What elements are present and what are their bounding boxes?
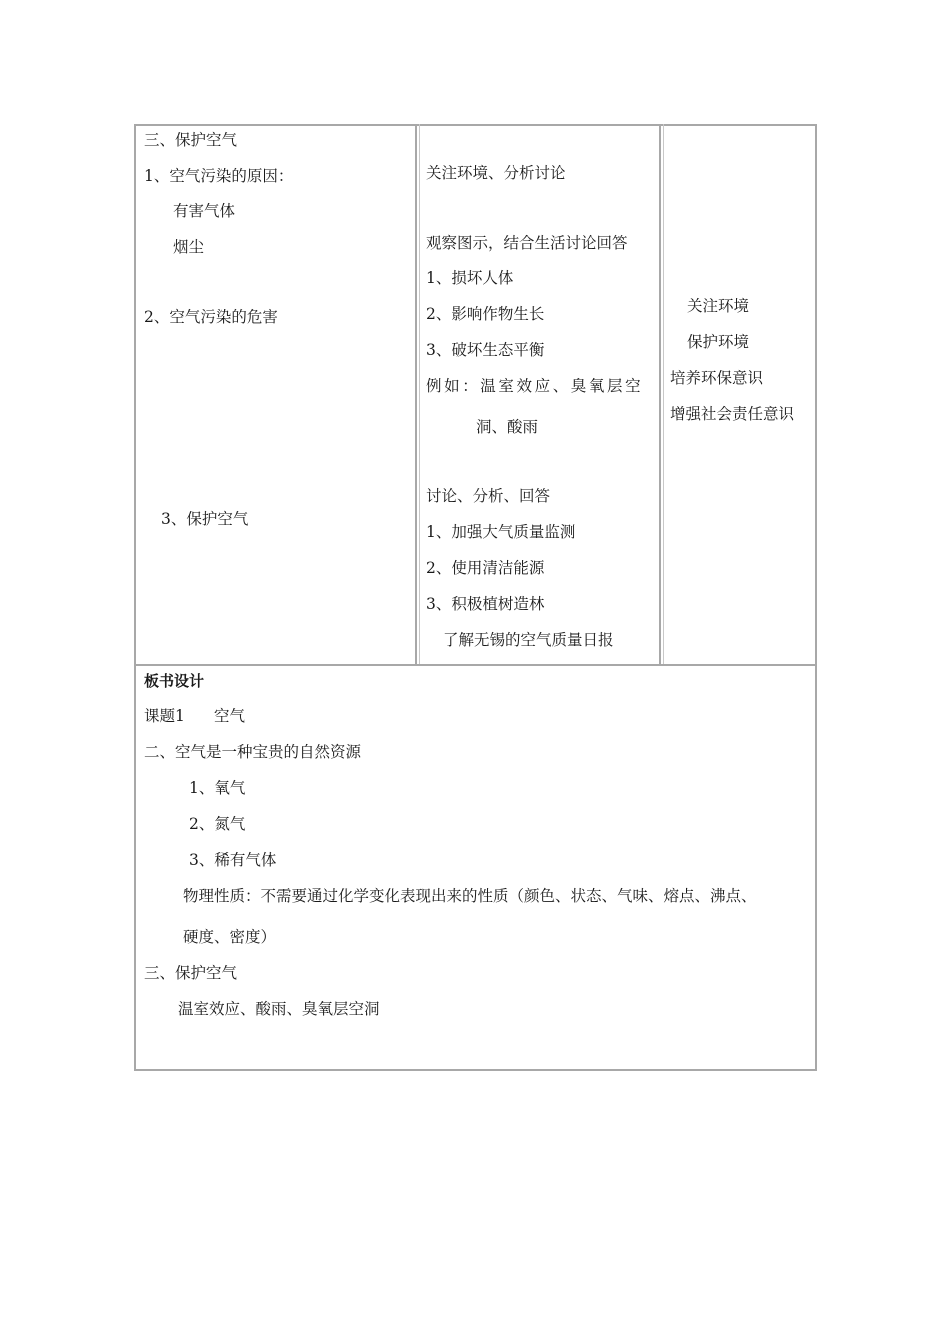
activity-1: 关注环境、分析讨论: [426, 164, 566, 182]
column-divider-1-inner: [419, 124, 420, 666]
topic-label: 课题1: [144, 707, 185, 725]
board-section-2: 二、空气是一种宝贵的自然资源: [144, 743, 362, 761]
cause-dust: 烟尘: [173, 238, 205, 256]
goal-2: 保护环境: [687, 333, 750, 351]
goal-1: 关注环境: [687, 297, 750, 315]
column-divider-1: [415, 124, 417, 666]
section-title: 三、保护空气: [144, 131, 238, 149]
pollution-causes: 1、空气污染的原因：: [144, 167, 294, 185]
column-divider-2: [659, 124, 661, 666]
board-item-noble-gas: 3、稀有气体: [189, 851, 277, 869]
physical-property-line-1: 物理性质：不需要通过化学变化表现出来的性质（颜色、状态、气味、熔点、沸点、: [183, 887, 757, 905]
protect-air: 3、保护空气: [161, 510, 249, 528]
example-line-2: 洞、酸雨: [476, 418, 539, 436]
row-divider: [134, 664, 817, 666]
topic-name: 空气: [214, 707, 246, 725]
board-item-oxygen: 1、氧气: [189, 779, 246, 797]
harm-2: 2、影响作物生长: [426, 305, 545, 323]
activity-2: 观察图示，结合生活讨论回答: [426, 234, 628, 252]
board-examples: 温室效应、酸雨、臭氧层空洞: [178, 1000, 380, 1018]
board-heading: 板书设计: [144, 672, 205, 690]
column-divider-2-inner: [663, 124, 664, 666]
goal-3: 培养环保意识: [670, 369, 764, 387]
activity-3: 讨论、分析、回答: [426, 487, 551, 505]
cause-harmful-gas: 有害气体: [173, 202, 236, 220]
example-line-1: 例如：温室效应、臭氧层空: [426, 377, 644, 395]
board-section-3: 三、保护空气: [144, 964, 238, 982]
harm-1: 1、损坏人体: [426, 269, 514, 287]
physical-property-line-2: 硬度、密度）: [183, 928, 277, 946]
harm-3: 3、破坏生态平衡: [426, 341, 545, 359]
measure-3: 3、积极植树造林: [426, 595, 545, 613]
measure-2: 2、使用清洁能源: [426, 559, 545, 577]
board-item-nitrogen: 2、氮气: [189, 815, 246, 833]
measure-1: 1、加强大气质量监测: [426, 523, 576, 541]
goal-4: 增强社会责任意识: [670, 405, 795, 423]
air-quality-report: 了解无锡的空气质量日报: [443, 631, 614, 649]
pollution-harm: 2、空气污染的危害: [144, 308, 278, 326]
